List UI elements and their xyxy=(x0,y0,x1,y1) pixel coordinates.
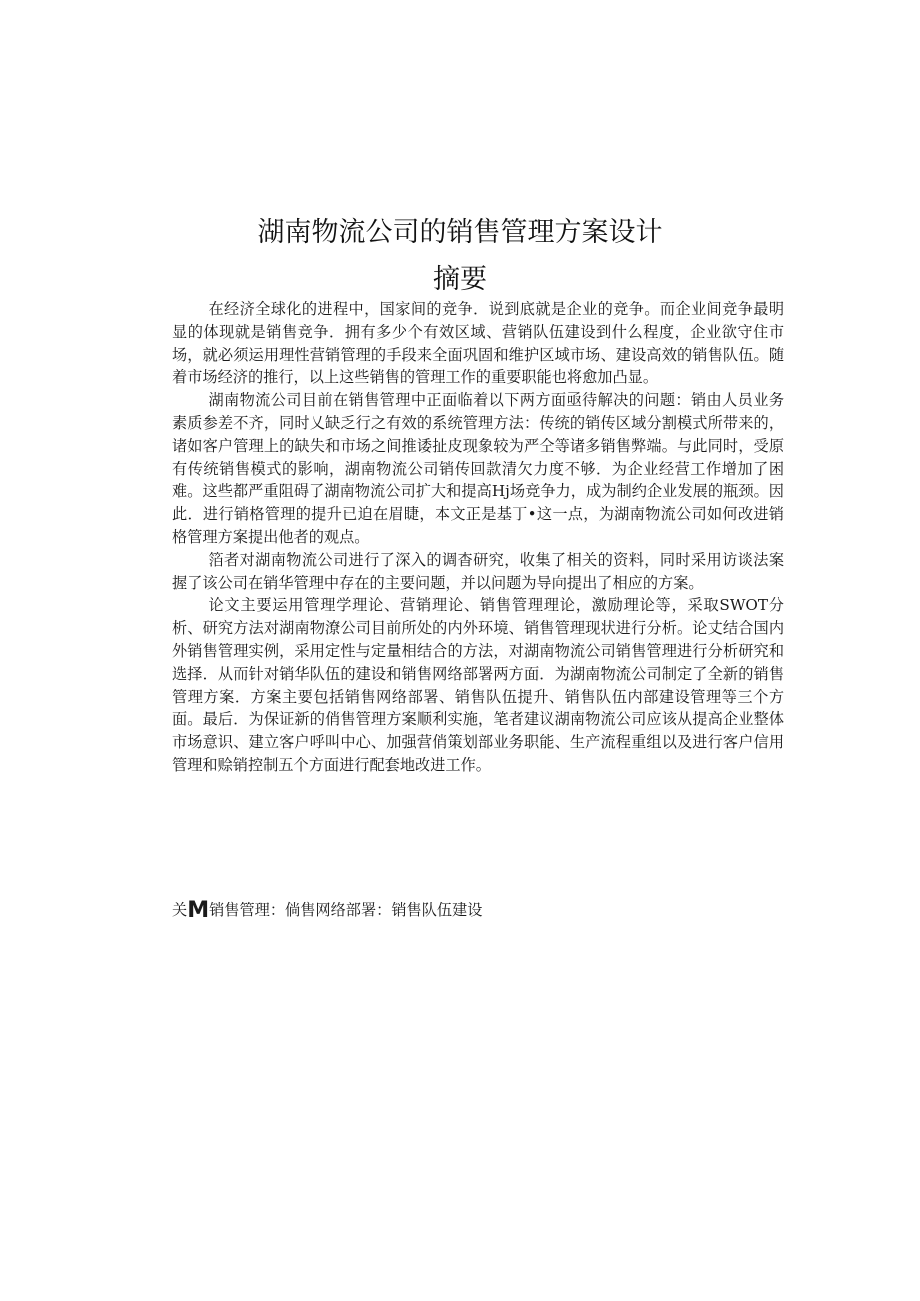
abstract-body xyxy=(172,298,784,777)
abstract-paragraph-4: 论文主要运用管理学理论、营销理论、销售管理理论，激励理论等，采取SWOT分析、研究方法对湖南物潦公司目前所处的内外环境、销售管理现状进行分析。论丈结合国内外销售管理实例，采用定性与定量相结合的方法，对湖南物流公司销售管理进行分析研究和选择．从而针对销华队伍的建设和销售网络部署两方面．为湖南物流公司制定了全新的销售管理方案．方案主要包括销售网络部署、销售队伍提升、销售队伍内部建设管理等三个方面。最后．为保证新的俏售管理方案顺利实施，笔者建议湖南物流公司应该从提高企业整体市场意识、建立客户呼叫中心、加强营俏策划部业务职能、生产流程重组以及进行客户信用管理和赊销控制五个方面进行配套地改进工作。 xyxy=(172,596,784,774)
keywords-line xyxy=(172,898,784,923)
document-title: 湖南物流公司的销售管理方案设计 xyxy=(257,217,663,248)
keywords-prefix-big: M xyxy=(187,898,210,923)
abstract-paragraph-3: 箔者对湖南物流公司进行了深入的调杳研究，收集了相关的资料，同时采用访谈法案握了该公司在销华管理中存在的主要问题，并以问题为导向提出了相应的方案。 xyxy=(172,550,784,592)
abstract-paragraph-1: 在经济全球化的进程中，国家间的竞争．说到底就是企业的竞争。而企业间竞争最明显的体现就是销售竞争．拥有多少个有效区域、营销队伍建设到什么程度，企业欲守住市场，就必须运用理性营销管理的手段来全面巩固和维护区域市场、建设高效的销售队伍。随着市场经济的推行，以上这些销售的管理工作的重要职能也将愈加凸显。 xyxy=(172,300,784,387)
keywords-prefix-char: 关 xyxy=(172,901,188,919)
keywords-text: 销售管理：倘售网络部署：销售队伍建设 xyxy=(209,901,483,919)
abstract-paragraph-2: 湖南物流公司目前在销售管理中正面临着以下两方面亟待解决的问题：销由人员业务素质参差不齐，同时乂缺乏行之有效的系统管理方法：传统的销传区域分割模式所带来的，诸如客户管理上的缺失和市场之间推诿扯皮现象较为严仝等诸多销售弊端。与此同时，受原有传统销售模式的影响，湖南物流公司销传回款清欠力度不够．为企业经营工作增加了困难。这些都严重阻碍了湖南物流公司扩大和提高Hj场竞争力，成为制约企业发展的瓶颈。因此．进行销格管理的提升已迫在眉睫，本文正是基丁•这一点，为湖南物流公司如何改进销格管理方案提出他者的观点。 xyxy=(172,391,784,546)
abstract-heading: 摘要 xyxy=(433,264,487,295)
